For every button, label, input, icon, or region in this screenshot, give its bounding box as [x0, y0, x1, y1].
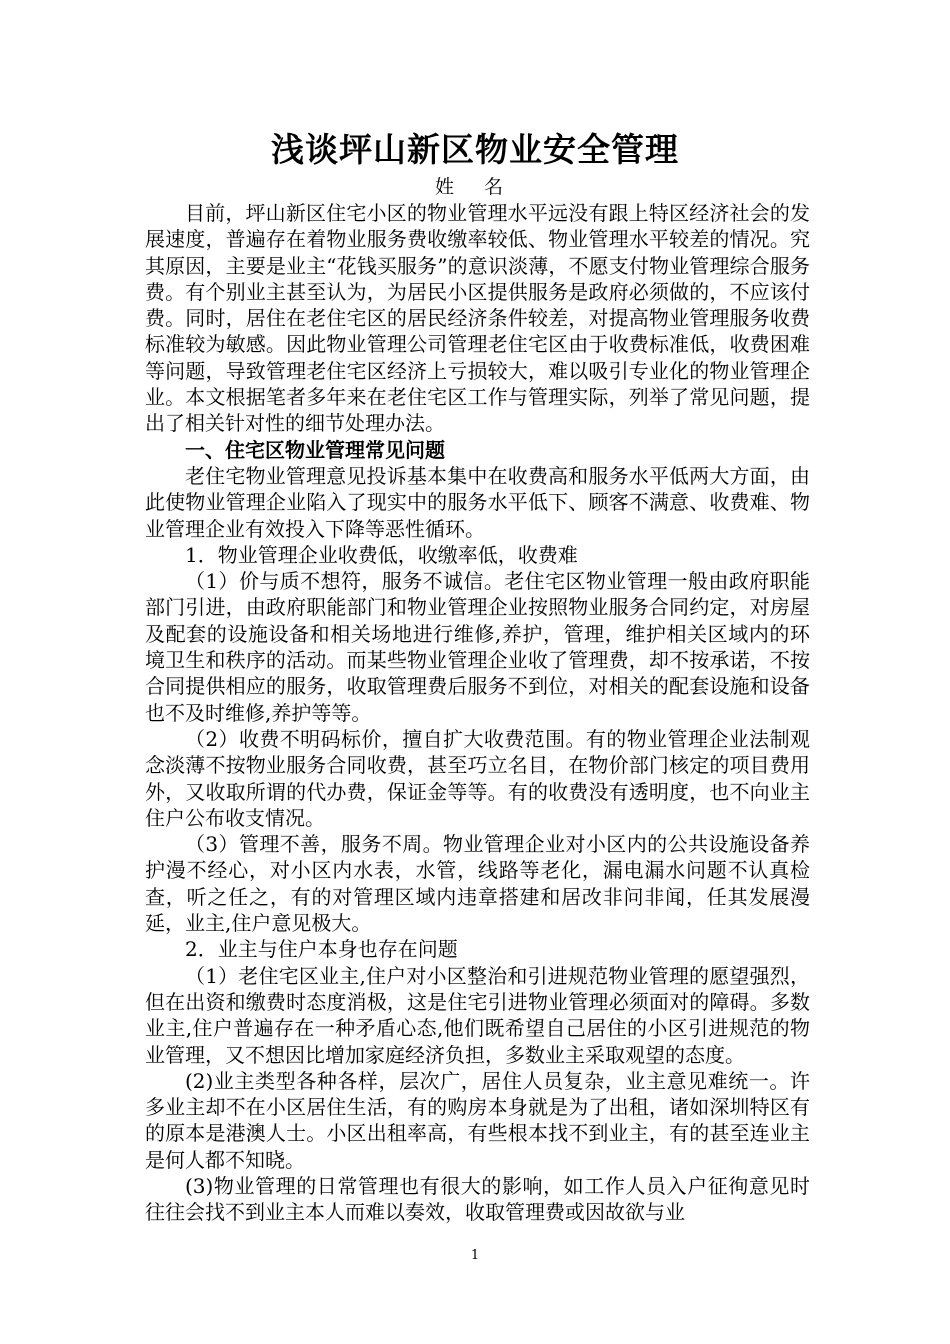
page-number: 1 [470, 1248, 480, 1263]
body-paragraph: （3）管理不善，服务不周。物业管理企业对小区内的公共设施设备养护漫不经心，对小区内水表，水管，线路等老化，漏电漏水问题不认真检查，听之任之，有的对管理区域内违章搭建和居改非问非闻，任其发展漫延，业主,住户意见极大。 [145, 832, 810, 936]
body-paragraph: (3)物业管理的日常管理也有很大的影响，如工作人员入户征徇意见时往往会找不到业主本人而难以奏效，收取管理费或因故欲与业 [145, 1173, 810, 1225]
subsection-heading: 1．物业管理企业收费低，收缴率低，收费难 [185, 542, 578, 567]
document-title: 浅谈坪山新区物业安全管理 [271, 130, 679, 169]
body-paragraph: 老住宅物业管理意见投诉基本集中在收费高和服务水平低两大方面，由此使物业管理企业陷入了现实中的服务水平低下、顾客不满意、收费难、物业管理企业有效投入下降等恶性循环。 [145, 463, 810, 541]
body-paragraph: （1）老住宅区业主,住户对小区整治和引进规范物业管理的愿望强烈，但在出资和缴费时态度消极，这是住宅引进物业管理必须面对的障碍。多数业主,住户普遍存在一种矛盾心态,他们既希望自己居住的小区引进规范的物业管理，又不想因比增加家庭经济负担，多数业主采取观望的态度。 [145, 963, 810, 1067]
body-paragraph: （1）价与质不想符，服务不诚信。老住宅区物业管理一般由政府职能部门引进，由政府职能部门和物业管理企业按照物业服务合同约定，对房屋及配套的设施设备和相关场地进行维修,养护，管理，维护相关区域内的环境卫生和秩序的活动。而某些物业管理企业收了管理费，却不按承诺，不按合同提供相应的服务，收取管理费后服务不到位，对相关的配套设施和设备也不及时维修,养护等等。 [145, 569, 810, 725]
subsection-heading: 2．业主与住户本身也存在问题 [185, 937, 458, 962]
document-body [145, 200, 810, 1226]
intro-paragraph: 目前，坪山新区住宅小区的物业管理水平远没有跟上特区经济社会的发展速度，普遍存在着物业服务费收缴率较低、物业管理水平较差的情况。究其原因，主要是业主“花钱买服务”的意识淡薄，不愿支付物业管理综合服务费。有个别业主甚至认为，为居民小区提供服务是政府必须做的，不应该付费。同时，居住在老住宅区的居民经济条件较差，对提高物业管理服务收费标准较为敏感。因此物业管理公司管理老住宅区由于收费标准低，收费困难等问题，导致管理老住宅区经济上亏损较大，难以吸引专业化的物业管理企业。本文根据笔者多年来在老住宅区工作与管理实际，列举了常见问题，提出了相关针对性的细节处理办法。 [145, 201, 810, 436]
section-heading: 一、住宅区物业管理常见问题 [185, 437, 445, 462]
body-paragraph: （2）收费不明码标价，擅自扩大收费范围。有的物业管理企业法制观念淡薄不按物业服务合同收费，甚至巧立名目，在物价部门核定的项目费用外，又收取所谓的代办费，保证金等等。有的收费没有透明度，也不向业主住户公布收支情况。 [145, 726, 810, 830]
body-paragraph: (2)业主类型各种各样，层次广，居住人员复杂，业主意见难统一。许多业主却不在小区居住生活，有的购房本身就是为了出租，诸如深圳特区有的原本是港澳人士。小区出租率高，有些根本找不到业主，有的甚至连业主是何人都不知晓。 [145, 1068, 810, 1172]
author-name: 姓 名 [434, 176, 516, 198]
